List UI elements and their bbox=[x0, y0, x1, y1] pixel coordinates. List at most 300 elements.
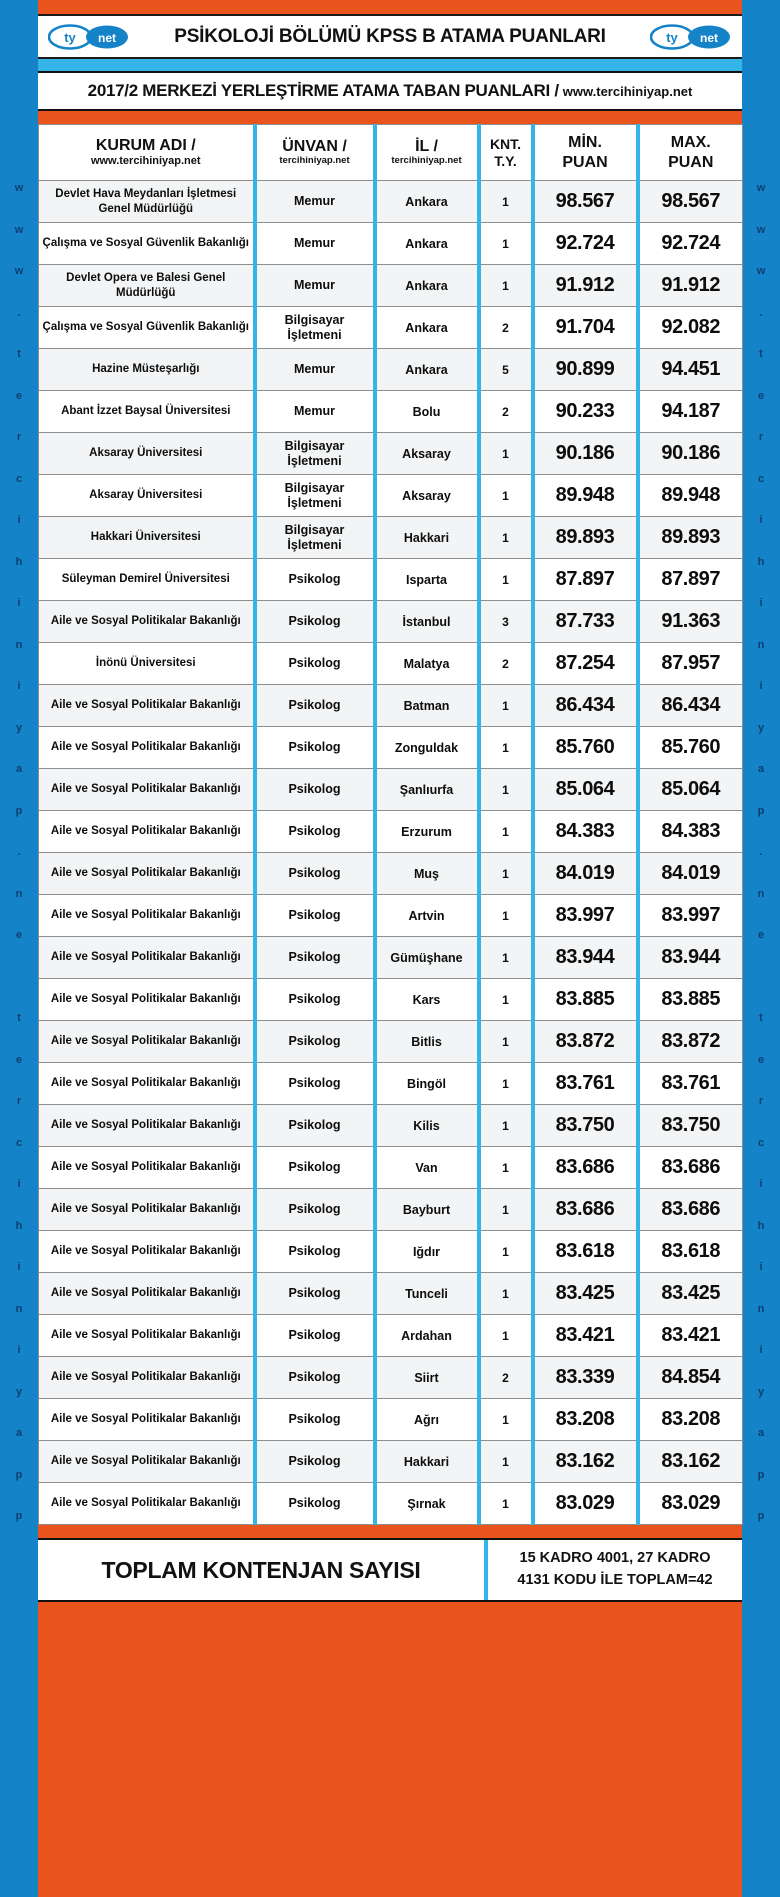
cell-il: Ankara bbox=[375, 349, 479, 391]
cell-kurum: Çalışma ve Sosyal Güvenlik Bakanlığı bbox=[39, 223, 255, 265]
cell-max-puan: 83.750 bbox=[638, 1105, 743, 1147]
left-watermark-letter: i bbox=[17, 1178, 21, 1191]
cell-max-puan: 83.162 bbox=[638, 1441, 743, 1483]
cell-max-puan: 94.187 bbox=[638, 391, 743, 433]
cell-max-puan: 92.082 bbox=[638, 307, 743, 349]
cell-unvan: Psikolog bbox=[255, 601, 375, 643]
bottom-orange-band bbox=[38, 1602, 742, 1630]
cell-il: Bolu bbox=[375, 391, 479, 433]
total-value-line1: 15 KADRO 4001, 27 KADRO bbox=[519, 1550, 711, 1567]
cell-kurum: Süleyman Demirel Üniversitesi bbox=[39, 559, 255, 601]
cell-min-puan: 83.162 bbox=[533, 1441, 638, 1483]
left-watermark-letter: w bbox=[14, 265, 24, 278]
cell-il: Artvin bbox=[375, 895, 479, 937]
cell-il: Şanlıurfa bbox=[375, 769, 479, 811]
cell-knt: 2 bbox=[479, 307, 533, 349]
cell-max-puan: 90.186 bbox=[638, 433, 743, 475]
left-watermark-letter: e bbox=[15, 1053, 23, 1066]
cell-unvan: Psikolog bbox=[255, 1147, 375, 1189]
cell-unvan: Psikolog bbox=[255, 1357, 375, 1399]
cell-kurum: Aile ve Sosyal Politikalar Bakanlığı bbox=[39, 1441, 255, 1483]
left-watermark-letter: p bbox=[15, 1468, 23, 1481]
cell-knt: 2 bbox=[479, 643, 533, 685]
cell-knt: 1 bbox=[479, 1021, 533, 1063]
cell-kurum: Aksaray Üniversitesi bbox=[39, 433, 255, 475]
cell-min-puan: 98.567 bbox=[533, 181, 638, 223]
cell-unvan: Psikolog bbox=[255, 559, 375, 601]
cell-knt: 1 bbox=[479, 811, 533, 853]
cell-knt: 1 bbox=[479, 1441, 533, 1483]
cell-kurum: Aile ve Sosyal Politikalar Bakanlığı bbox=[39, 769, 255, 811]
table-row bbox=[39, 1273, 743, 1315]
cell-min-puan: 83.944 bbox=[533, 937, 638, 979]
right-watermark-letter: w bbox=[756, 223, 766, 236]
table-body bbox=[39, 181, 743, 1525]
cell-min-puan: 92.724 bbox=[533, 223, 638, 265]
cell-min-puan: 83.885 bbox=[533, 979, 638, 1021]
right-watermark-letter: p bbox=[757, 1468, 765, 1481]
cell-kurum: Abant İzzet Baysal Üniversitesi bbox=[39, 391, 255, 433]
table-row bbox=[39, 895, 743, 937]
left-watermark-letter: e bbox=[15, 929, 23, 942]
total-label: TOPLAM KONTENJAN SAYISI bbox=[38, 1540, 488, 1600]
left-watermark-letter: n bbox=[15, 638, 23, 651]
col-header-knt-title: KNT. bbox=[489, 136, 522, 153]
table-row bbox=[39, 559, 743, 601]
left-watermark-letter: y bbox=[15, 721, 23, 734]
col-header-knt-sub: T.Y. bbox=[494, 152, 517, 169]
cell-kurum: İnönü Üniversitesi bbox=[39, 643, 255, 685]
right-watermark-letter: n bbox=[757, 887, 765, 900]
cell-max-puan: 94.451 bbox=[638, 349, 743, 391]
cell-il: Şırnak bbox=[375, 1483, 479, 1525]
cell-il: Ardahan bbox=[375, 1315, 479, 1357]
left-watermark-letter: w bbox=[14, 223, 24, 236]
right-watermark-letter: w bbox=[756, 265, 766, 278]
cell-max-puan: 84.019 bbox=[638, 853, 743, 895]
table-row bbox=[39, 1189, 743, 1231]
cell-max-puan: 89.893 bbox=[638, 517, 743, 559]
right-watermark-letter: t bbox=[759, 348, 763, 361]
cell-unvan: Psikolog bbox=[255, 727, 375, 769]
cell-min-puan: 83.872 bbox=[533, 1021, 638, 1063]
cell-knt: 1 bbox=[479, 979, 533, 1021]
cell-kurum: Aile ve Sosyal Politikalar Bakanlığı bbox=[39, 1357, 255, 1399]
cell-knt: 1 bbox=[479, 1399, 533, 1441]
cell-knt: 1 bbox=[479, 937, 533, 979]
table-row bbox=[39, 1231, 743, 1273]
cell-min-puan: 83.686 bbox=[533, 1147, 638, 1189]
cell-knt: 1 bbox=[479, 475, 533, 517]
cell-max-puan: 98.567 bbox=[638, 181, 743, 223]
cell-knt: 1 bbox=[479, 517, 533, 559]
table-row bbox=[39, 1441, 743, 1483]
left-blue-rail bbox=[0, 0, 38, 1897]
cell-unvan: Psikolog bbox=[255, 1273, 375, 1315]
col-header-unvan bbox=[255, 125, 375, 181]
cell-kurum: Aile ve Sosyal Politikalar Bakanlığı bbox=[39, 1021, 255, 1063]
cell-kurum: Aile ve Sosyal Politikalar Bakanlığı bbox=[39, 979, 255, 1021]
cell-min-puan: 91.912 bbox=[533, 265, 638, 307]
cell-il: Bitlis bbox=[375, 1021, 479, 1063]
cell-knt: 5 bbox=[479, 349, 533, 391]
cell-unvan: Psikolog bbox=[255, 811, 375, 853]
cell-il: Aksaray bbox=[375, 475, 479, 517]
right-watermark-letter bbox=[742, 957, 780, 999]
right-watermark-letter: i bbox=[759, 1344, 763, 1357]
col-header-kurum-sub: www.tercihiniyap.net bbox=[90, 155, 201, 168]
right-watermark-letter: n bbox=[757, 1302, 765, 1315]
cell-max-puan: 87.897 bbox=[638, 559, 743, 601]
cell-knt: 1 bbox=[479, 1105, 533, 1147]
col-header-min bbox=[533, 125, 638, 181]
right-watermark-letter: p bbox=[757, 1510, 765, 1523]
cell-unvan: Psikolog bbox=[255, 1105, 375, 1147]
cell-il: Ankara bbox=[375, 307, 479, 349]
table-row bbox=[39, 937, 743, 979]
table-row bbox=[39, 433, 743, 475]
cell-kurum: Hakkari Üniversitesi bbox=[39, 517, 255, 559]
cell-max-puan: 92.724 bbox=[638, 223, 743, 265]
cell-il: Ankara bbox=[375, 223, 479, 265]
cell-il: Ankara bbox=[375, 181, 479, 223]
right-watermark-letter: i bbox=[759, 514, 763, 527]
cell-kurum: Aile ve Sosyal Politikalar Bakanlığı bbox=[39, 1315, 255, 1357]
total-bar bbox=[38, 1538, 742, 1602]
svg-text:net: net bbox=[98, 30, 116, 45]
cell-max-puan: 87.957 bbox=[638, 643, 743, 685]
left-watermark-letter: n bbox=[15, 1302, 23, 1315]
right-watermark-letter: e bbox=[757, 389, 765, 402]
table-row bbox=[39, 685, 743, 727]
cell-max-puan: 85.064 bbox=[638, 769, 743, 811]
cell-unvan: Psikolog bbox=[255, 1021, 375, 1063]
total-value bbox=[488, 1540, 742, 1600]
title-bar bbox=[38, 14, 742, 59]
subtitle-text: 2017/2 MERKEZİ YERLEŞTİRME ATAMA TABAN PUANLARI / bbox=[87, 81, 559, 100]
cell-il: Kars bbox=[375, 979, 479, 1021]
cell-knt: 2 bbox=[479, 391, 533, 433]
cell-max-puan: 83.872 bbox=[638, 1021, 743, 1063]
cell-min-puan: 91.704 bbox=[533, 307, 638, 349]
left-watermark-letters bbox=[0, 0, 38, 1538]
cell-min-puan: 87.733 bbox=[533, 601, 638, 643]
table-row bbox=[39, 601, 743, 643]
cell-min-puan: 83.618 bbox=[533, 1231, 638, 1273]
left-watermark-letter: a bbox=[15, 763, 23, 776]
cell-kurum: Aile ve Sosyal Politikalar Bakanlığı bbox=[39, 1483, 255, 1525]
cell-knt: 3 bbox=[479, 601, 533, 643]
right-watermark-letter: a bbox=[757, 763, 765, 776]
cell-unvan: Memur bbox=[255, 391, 375, 433]
right-watermark-letter: t bbox=[759, 1012, 763, 1025]
left-watermark-letter: h bbox=[15, 1219, 23, 1232]
col-header-max-sub: PUAN bbox=[668, 153, 714, 171]
cell-min-puan: 83.686 bbox=[533, 1189, 638, 1231]
table-row bbox=[39, 1483, 743, 1525]
table-row bbox=[39, 181, 743, 223]
cell-kurum: Aile ve Sosyal Politikalar Bakanlığı bbox=[39, 895, 255, 937]
cell-il: Erzurum bbox=[375, 811, 479, 853]
cell-knt: 1 bbox=[479, 1147, 533, 1189]
right-watermark-letter: i bbox=[759, 680, 763, 693]
left-watermark-letter: t bbox=[17, 1012, 21, 1025]
cell-kurum: Aile ve Sosyal Politikalar Bakanlığı bbox=[39, 1063, 255, 1105]
right-watermark-letter: y bbox=[757, 721, 765, 734]
tynet-logo-icon-left bbox=[48, 24, 130, 50]
cell-max-puan: 85.760 bbox=[638, 727, 743, 769]
cell-min-puan: 83.997 bbox=[533, 895, 638, 937]
table-row bbox=[39, 391, 743, 433]
cell-max-puan: 83.208 bbox=[638, 1399, 743, 1441]
poster-content bbox=[38, 0, 742, 1897]
left-watermark-letter: y bbox=[15, 1385, 23, 1398]
cell-max-puan: 86.434 bbox=[638, 685, 743, 727]
cell-kurum: Devlet Hava Meydanları İşletmesi Genel Müdürlüğü bbox=[39, 181, 255, 223]
left-watermark-letter: c bbox=[15, 472, 23, 485]
cell-knt: 1 bbox=[479, 769, 533, 811]
left-watermark-letter: r bbox=[16, 1095, 22, 1108]
cell-max-puan: 84.383 bbox=[638, 811, 743, 853]
cell-il: Bayburt bbox=[375, 1189, 479, 1231]
cell-unvan: Memur bbox=[255, 181, 375, 223]
table-row bbox=[39, 811, 743, 853]
right-watermark-letter: i bbox=[759, 597, 763, 610]
cell-il: Ağrı bbox=[375, 1399, 479, 1441]
cell-il: Bingöl bbox=[375, 1063, 479, 1105]
cell-max-puan: 83.686 bbox=[638, 1147, 743, 1189]
cell-unvan: Psikolog bbox=[255, 1441, 375, 1483]
cell-min-puan: 89.948 bbox=[533, 475, 638, 517]
cell-max-puan: 89.948 bbox=[638, 475, 743, 517]
cell-max-puan: 83.997 bbox=[638, 895, 743, 937]
cell-il: Kilis bbox=[375, 1105, 479, 1147]
cell-knt: 1 bbox=[479, 559, 533, 601]
cell-kurum: Aile ve Sosyal Politikalar Bakanlığı bbox=[39, 1273, 255, 1315]
cell-min-puan: 85.064 bbox=[533, 769, 638, 811]
table-row bbox=[39, 1021, 743, 1063]
cell-unvan: Psikolog bbox=[255, 1399, 375, 1441]
cell-il: Iğdır bbox=[375, 1231, 479, 1273]
cell-knt: 1 bbox=[479, 727, 533, 769]
left-watermark-letter: h bbox=[15, 555, 23, 568]
left-watermark-letter: i bbox=[17, 1261, 21, 1274]
right-watermark-letter: i bbox=[759, 1178, 763, 1191]
table-row bbox=[39, 517, 743, 559]
right-watermark-letter: e bbox=[757, 929, 765, 942]
cell-kurum: Aile ve Sosyal Politikalar Bakanlığı bbox=[39, 1231, 255, 1273]
table-row bbox=[39, 769, 743, 811]
cell-knt: 1 bbox=[479, 1231, 533, 1273]
subtitle-website: www.tercihiniyap.net bbox=[562, 83, 693, 99]
left-watermark-letter: w bbox=[14, 182, 24, 195]
cell-unvan: Psikolog bbox=[255, 1231, 375, 1273]
cell-unvan: Psikolog bbox=[255, 769, 375, 811]
table-row bbox=[39, 265, 743, 307]
scores-table bbox=[38, 124, 743, 1525]
cell-knt: 1 bbox=[479, 1063, 533, 1105]
right-watermark-letter: w bbox=[756, 182, 766, 195]
left-watermark-letter: c bbox=[15, 1136, 23, 1149]
cell-unvan: Psikolog bbox=[255, 1063, 375, 1105]
cell-il: Tunceli bbox=[375, 1273, 479, 1315]
left-watermark-letter: . bbox=[17, 846, 21, 859]
cell-unvan: Psikolog bbox=[255, 937, 375, 979]
cell-knt: 1 bbox=[479, 181, 533, 223]
cell-max-puan: 91.363 bbox=[638, 601, 743, 643]
cell-knt: 1 bbox=[479, 1315, 533, 1357]
cell-min-puan: 87.254 bbox=[533, 643, 638, 685]
cell-min-puan: 83.750 bbox=[533, 1105, 638, 1147]
page-title: PSİKOLOJİ BÖLÜMÜ KPSS B ATAMA PUANLARI bbox=[174, 25, 606, 47]
table-row bbox=[39, 1315, 743, 1357]
col-header-unvan-title: ÜNVAN / bbox=[282, 137, 347, 155]
table-row bbox=[39, 1063, 743, 1105]
left-watermark-letter: n bbox=[15, 887, 23, 900]
left-watermark-letter: p bbox=[15, 1510, 23, 1523]
cell-unvan: Bilgisayar İşletmeni bbox=[255, 517, 375, 559]
right-watermark-letter: a bbox=[757, 1427, 765, 1440]
table-row bbox=[39, 643, 743, 685]
right-watermark-letter: e bbox=[757, 1053, 765, 1066]
cell-max-puan: 83.421 bbox=[638, 1315, 743, 1357]
cell-knt: 1 bbox=[479, 895, 533, 937]
svg-text:ty: ty bbox=[666, 29, 678, 45]
orange-separator-bottom bbox=[38, 1525, 742, 1538]
cell-kurum: Çalışma ve Sosyal Güvenlik Bakanlığı bbox=[39, 307, 255, 349]
table-row bbox=[39, 1357, 743, 1399]
total-value-line2: 4131 KODU İLE TOPLAM=42 bbox=[517, 1572, 713, 1588]
cell-knt: 1 bbox=[479, 223, 533, 265]
cell-max-puan: 83.029 bbox=[638, 1483, 743, 1525]
cell-il: Hakkari bbox=[375, 1441, 479, 1483]
cell-unvan: Bilgisayar İşletmeni bbox=[255, 475, 375, 517]
cell-unvan: Psikolog bbox=[255, 895, 375, 937]
table-row bbox=[39, 307, 743, 349]
cell-il: İstanbul bbox=[375, 601, 479, 643]
col-header-max bbox=[638, 125, 743, 181]
cell-il: Hakkari bbox=[375, 517, 479, 559]
left-watermark-letter: i bbox=[17, 1344, 21, 1357]
cell-il: Muş bbox=[375, 853, 479, 895]
table-row bbox=[39, 223, 743, 265]
cell-max-puan: 83.761 bbox=[638, 1063, 743, 1105]
cell-min-puan: 90.899 bbox=[533, 349, 638, 391]
cell-unvan: Psikolog bbox=[255, 1315, 375, 1357]
table-row bbox=[39, 853, 743, 895]
col-header-knt bbox=[479, 125, 533, 181]
right-watermark-letter: c bbox=[757, 1136, 765, 1149]
cell-max-puan: 83.885 bbox=[638, 979, 743, 1021]
col-header-unvan-sub: tercihiniyap.net bbox=[279, 155, 350, 167]
cell-il: Gümüşhane bbox=[375, 937, 479, 979]
left-watermark-letter: a bbox=[15, 1427, 23, 1440]
cell-kurum: Hazine Müsteşarlığı bbox=[39, 349, 255, 391]
cell-min-puan: 83.421 bbox=[533, 1315, 638, 1357]
cell-knt: 1 bbox=[479, 685, 533, 727]
left-watermark-letter: t bbox=[17, 348, 21, 361]
cell-min-puan: 83.761 bbox=[533, 1063, 638, 1105]
cell-il: Zonguldak bbox=[375, 727, 479, 769]
cell-unvan: Memur bbox=[255, 265, 375, 307]
col-header-min-sub: PUAN bbox=[562, 153, 608, 171]
table-row bbox=[39, 1105, 743, 1147]
table-row bbox=[39, 349, 743, 391]
cell-unvan: Psikolog bbox=[255, 685, 375, 727]
cell-il: Batman bbox=[375, 685, 479, 727]
cell-kurum: Devlet Opera ve Balesi Genel Müdürlüğü bbox=[39, 265, 255, 307]
right-watermark-letter: r bbox=[758, 1095, 764, 1108]
cell-min-puan: 86.434 bbox=[533, 685, 638, 727]
cell-unvan: Memur bbox=[255, 223, 375, 265]
right-watermark-letter: n bbox=[757, 638, 765, 651]
tynet-logo-icon-right bbox=[650, 24, 732, 50]
col-header-min-title: MİN. bbox=[568, 134, 602, 152]
cell-kurum: Aile ve Sosyal Politikalar Bakanlığı bbox=[39, 811, 255, 853]
cell-il: Siirt bbox=[375, 1357, 479, 1399]
left-watermark-letter: p bbox=[15, 804, 23, 817]
cell-min-puan: 87.897 bbox=[533, 559, 638, 601]
table-header-row bbox=[39, 125, 743, 181]
cell-il: Isparta bbox=[375, 559, 479, 601]
cell-kurum: Aile ve Sosyal Politikalar Bakanlığı bbox=[39, 1189, 255, 1231]
cell-unvan: Psikolog bbox=[255, 979, 375, 1021]
cell-min-puan: 85.760 bbox=[533, 727, 638, 769]
right-watermark-letter: h bbox=[757, 1219, 765, 1232]
table-row bbox=[39, 1399, 743, 1441]
cell-il: Ankara bbox=[375, 265, 479, 307]
left-watermark-letter: . bbox=[17, 306, 21, 319]
svg-text:ty: ty bbox=[64, 29, 76, 45]
right-blue-rail bbox=[742, 0, 780, 1897]
cell-knt: 1 bbox=[479, 1189, 533, 1231]
light-blue-strip bbox=[38, 59, 742, 71]
cell-il: Malatya bbox=[375, 643, 479, 685]
table-row bbox=[39, 727, 743, 769]
left-watermark-letter: e bbox=[15, 389, 23, 402]
cell-knt: 1 bbox=[479, 853, 533, 895]
cell-kurum: Aksaray Üniversitesi bbox=[39, 475, 255, 517]
cell-min-puan: 83.425 bbox=[533, 1273, 638, 1315]
cell-min-puan: 89.893 bbox=[533, 517, 638, 559]
right-watermark-letter: i bbox=[759, 1261, 763, 1274]
cell-min-puan: 90.233 bbox=[533, 391, 638, 433]
cell-kurum: Aile ve Sosyal Politikalar Bakanlığı bbox=[39, 1399, 255, 1441]
cell-min-puan: 84.383 bbox=[533, 811, 638, 853]
right-watermark-letter: c bbox=[757, 472, 765, 485]
right-watermark-letters bbox=[742, 0, 780, 1538]
cell-max-puan: 83.944 bbox=[638, 937, 743, 979]
cell-unvan: Psikolog bbox=[255, 1483, 375, 1525]
right-watermark-letter: . bbox=[759, 306, 763, 319]
left-watermark-letter: i bbox=[17, 680, 21, 693]
cell-kurum: Aile ve Sosyal Politikalar Bakanlığı bbox=[39, 1105, 255, 1147]
cell-max-puan: 91.912 bbox=[638, 265, 743, 307]
col-header-il-sub: tercihiniyap.net bbox=[391, 155, 462, 167]
cell-unvan: Bilgisayar İşletmeni bbox=[255, 433, 375, 475]
cell-knt: 1 bbox=[479, 265, 533, 307]
left-watermark-letter: r bbox=[16, 431, 22, 444]
cell-knt: 1 bbox=[479, 433, 533, 475]
cell-unvan: Psikolog bbox=[255, 1189, 375, 1231]
col-header-kurum-title: KURUM ADI / bbox=[95, 136, 196, 154]
col-header-max-title: MAX. bbox=[670, 134, 711, 152]
cell-kurum: Aile ve Sosyal Politikalar Bakanlığı bbox=[39, 937, 255, 979]
cell-il: Aksaray bbox=[375, 433, 479, 475]
left-watermark-letter bbox=[0, 957, 38, 999]
table-row bbox=[39, 1147, 743, 1189]
cell-max-puan: 84.854 bbox=[638, 1357, 743, 1399]
